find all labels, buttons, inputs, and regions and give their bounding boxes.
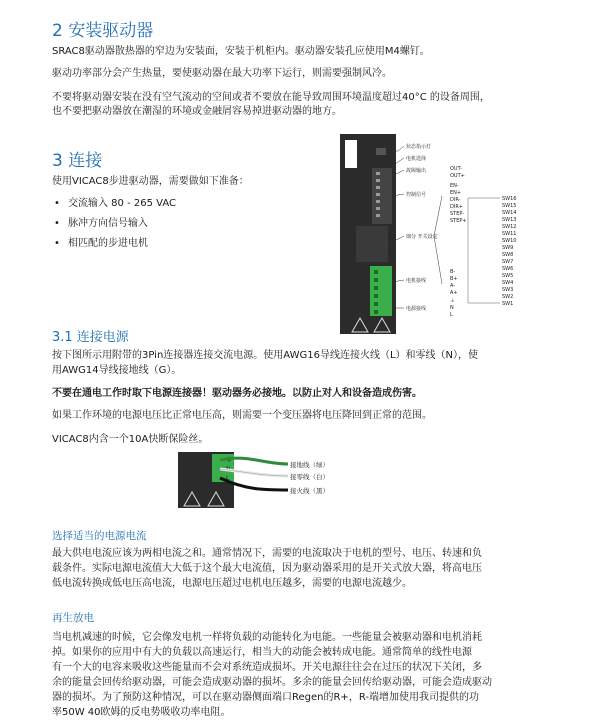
- pin-label: OUT+: [450, 173, 465, 179]
- switch-label: SW8: [502, 252, 514, 258]
- power-warning: 不要在通电工作时取下电源连接器！驱动器务必接地。以防止对人和设备造成伤害。: [52, 388, 422, 399]
- pin-label: A+: [450, 290, 458, 296]
- section-3-1-paragraph-1-line-1: 按下图所示用附带的3Pin连接器连接交流电源。使用AWG16导线连接火线（L）和零线（N），使: [52, 350, 478, 361]
- switch-label: SW16: [502, 196, 517, 202]
- pin-label: STEP+: [450, 218, 467, 224]
- regen-section-line: 有一个大的电容来吸收这些能量而不会对系统造成损坏。开关电源往往会在过压的状况下关闭，多: [52, 662, 482, 673]
- requirement-item: • 交流输入 80 - 265 VAC: [52, 196, 292, 216]
- regen-section-line: 余的能量会回传给驱动器，可能会造成驱动器的损坏。多余的能量会回传给驱动器，可能会造成驱动: [52, 677, 492, 688]
- switch-label: SW13: [502, 217, 517, 223]
- switch-label: SW10: [502, 238, 517, 244]
- pin-label: DIR-: [450, 197, 461, 203]
- section-3-1-title: 3.1 连接电源: [52, 330, 129, 345]
- switch-label: SW15: [502, 203, 517, 209]
- section-2-title: 2 安装驱动器: [52, 21, 154, 41]
- pin-label: EN+: [450, 190, 462, 196]
- switch-label: SW14: [502, 210, 517, 216]
- pin-label: L: [226, 475, 230, 482]
- section-3-1-paragraph-2: 如果工作环境的电源电压比正常电压高，则需要一个变压器将电压降回到正常的范围。: [52, 410, 432, 421]
- pin-label: ⏚: [226, 457, 233, 464]
- section-3-1-paragraph-3: VICAC8内含一个10A快断保险丝。: [52, 434, 209, 445]
- requirements-list: [52, 196, 292, 256]
- driver-wiring-diagram: [338, 132, 560, 338]
- switch-label: SW4: [502, 280, 514, 286]
- switch-label: SW6: [502, 266, 514, 272]
- requirement-item: • 相匹配的步进电机: [52, 236, 292, 256]
- switch-label: SW1: [502, 301, 514, 307]
- pin-label: OUT-: [450, 166, 462, 172]
- pin-label: STEP-: [450, 211, 465, 217]
- requirement-item: • 脉冲方向信号输入: [52, 216, 292, 236]
- pin-label: N: [226, 466, 231, 473]
- section-2-paragraph-2: 驱动功率部分会产生热量，要使驱动器在最大功率下运行，则需要强制风冷。: [52, 68, 392, 79]
- control-connector: [372, 168, 392, 224]
- switch-label: SW3: [502, 287, 514, 293]
- switch-label: SW2: [502, 294, 514, 300]
- status-led-icon: [376, 148, 386, 155]
- current-section-line: 载条件。实际电源电流值大大低于这个最大电流值，因为驱动器采用的是开关式放大器，将高电压: [52, 563, 482, 574]
- dip-switch-block: [356, 226, 388, 262]
- pin-label: A-: [450, 283, 456, 289]
- power-connection-diagram: [176, 450, 352, 510]
- pin-label: N: [450, 305, 454, 311]
- switch-label: SW5: [502, 273, 514, 279]
- ground-wire-label: 接地线（绿）: [290, 461, 329, 469]
- switch-list: [502, 196, 516, 307]
- pin-label: L: [450, 312, 453, 318]
- section-3-intro: 使用VICAC8步进驱动器，需要做如下准备：: [52, 176, 249, 187]
- regen-section-line: 器的损坏。为了预防这种情况，可以在驱动器侧面端口Regen的R+，R-端增加使用我司提供的功: [52, 692, 479, 703]
- status-indicator-label: 状态指示灯: [406, 144, 432, 150]
- section-3-1-paragraph-1-line-2: 用AWG14导线接地线（G）。: [52, 365, 182, 376]
- fault-output-label: 故障输出: [406, 168, 427, 174]
- section-2-paragraph-3-line-1: 不要将驱动器安装在没有空气流动的空间或者不要放在能导致周围环境温度超过40°C 的设备周围，: [52, 92, 490, 103]
- motor-select-label: 电机选择: [406, 156, 427, 162]
- switch-label: SW12: [502, 224, 517, 230]
- pin-label: B-: [450, 269, 456, 275]
- section-2-paragraph-3-line-2: 也不要把驱动器放在潮湿的环境或金融屑容易掉进驱动器的地方。: [52, 106, 342, 117]
- current-section-title: 选择适当的电源电流: [52, 530, 147, 542]
- control-signal-label: 控制信号: [406, 192, 427, 198]
- motor-wiring-label: 电机接线: [406, 278, 427, 284]
- neutral-wire-label: 接零线（白）: [290, 473, 329, 481]
- current-section-line: 低电流转换成低电压高电流，电源电压超过电机电压越多，需要的电源电流越少。: [52, 578, 412, 589]
- regen-section-line: 掉。如果你的应用中有大的负载以高速运行，相当大的动能会被转成电能。通常简单的线性电源: [52, 647, 472, 658]
- switch-label: SW11: [502, 231, 517, 237]
- switch-label: SW9: [502, 245, 514, 251]
- regen-section-line: 率50W 40欧姆的反电势吸收功率电阻。: [52, 707, 231, 718]
- dip-switch-label: 细分 开关设定: [406, 234, 438, 240]
- pin-label: EN-: [450, 183, 459, 189]
- motor-power-terminal: [370, 266, 392, 316]
- section-3-title: 3 连接: [52, 151, 103, 171]
- pin-label: B+: [450, 276, 458, 282]
- regen-section-title: 再生放电: [52, 612, 94, 624]
- switch-label: SW7: [502, 259, 514, 265]
- pin-label: ⏚: [450, 298, 456, 304]
- section-2-paragraph-1: SRAC8驱动器散热器的窄边为安装面，安装于机柜内。驱动器安装孔应使用M4螺钉。: [52, 46, 430, 57]
- live-wire-label: 接火线（黑）: [290, 487, 329, 495]
- power-wiring-label: 电源接线: [406, 306, 427, 312]
- driver-label-plate: [345, 140, 357, 168]
- pin-label: DIR+: [450, 204, 463, 210]
- current-section-line: 最大供电电流应该为两相电流之和。通常情况下，需要的电流取决于电机的型号、电压、转速和负: [52, 548, 482, 559]
- regen-section-line: 当电机减速的时候，它会像发电机一样将负载的动能转化为电能。一些能量会被驱动器和电机消耗: [52, 632, 482, 643]
